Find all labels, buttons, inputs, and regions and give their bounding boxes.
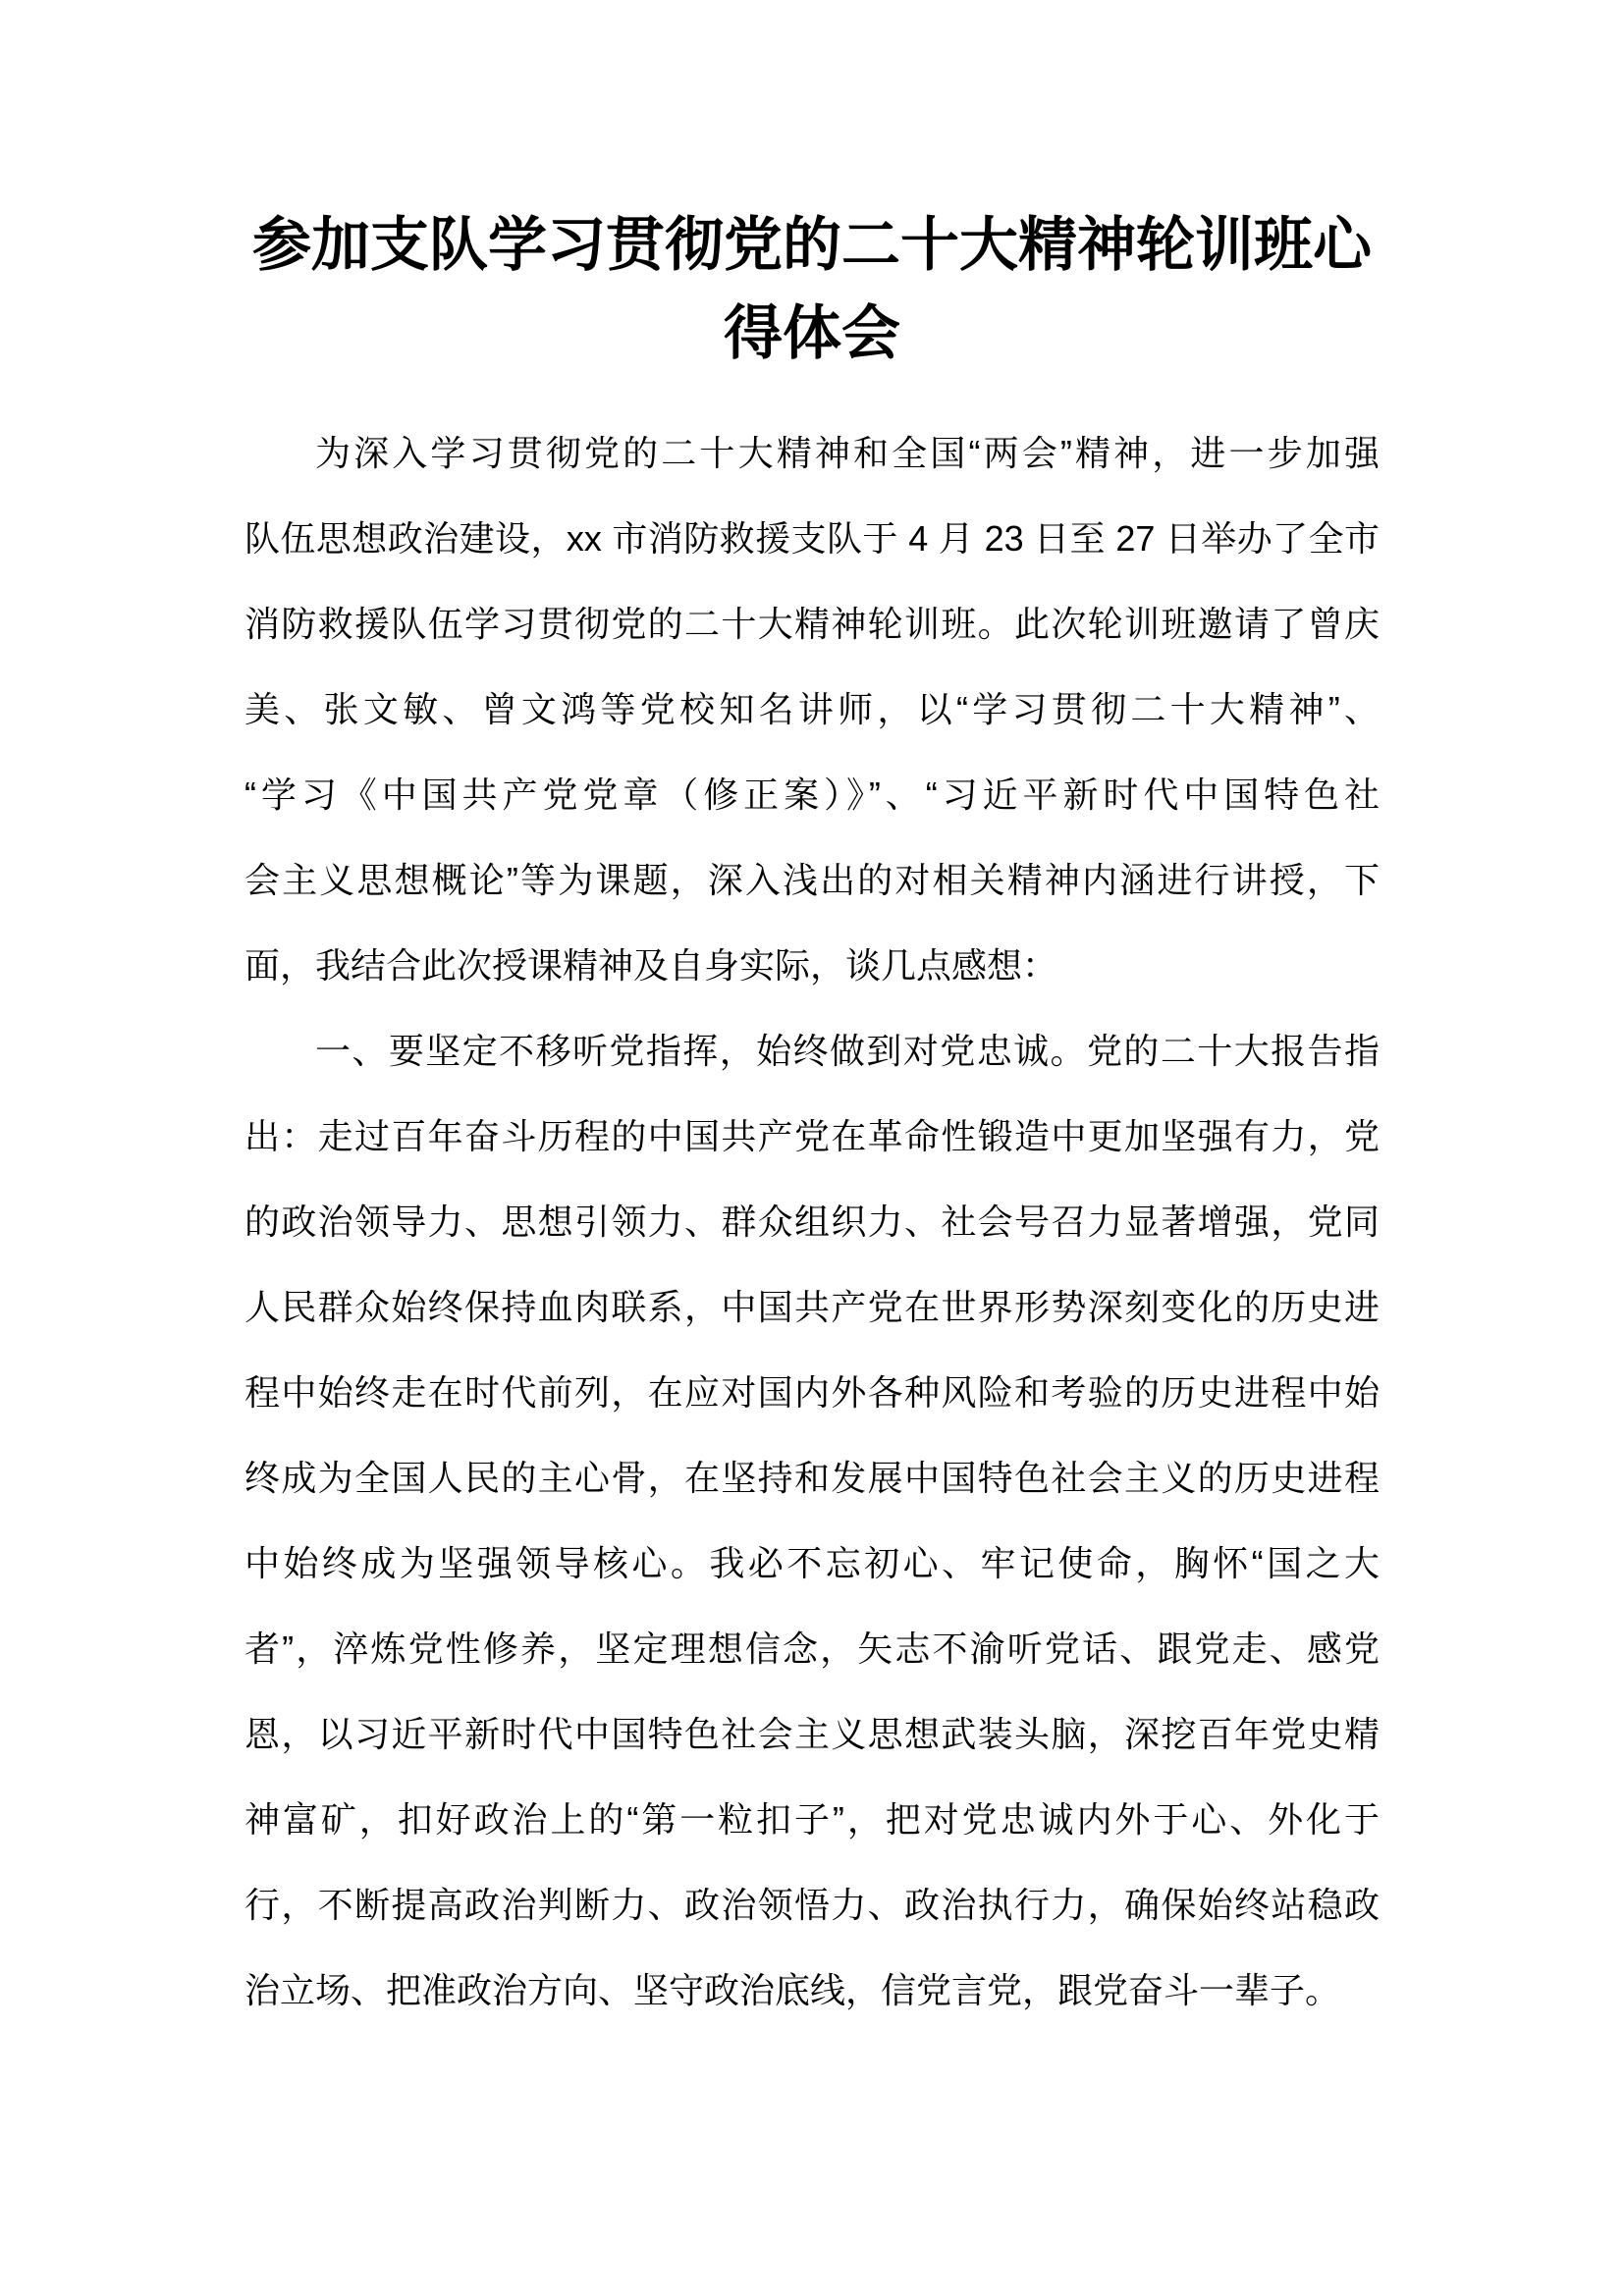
text-line: 神富矿，扣好政治上的“第一粒扣子”，把对党忠诚内外于心、外化于 — [244, 1799, 1380, 1840]
text-line: 程中始终走在时代前列，在应对国内外各种风险和考验的历史进程中始 — [244, 1372, 1380, 1413]
text-line: 治立场、把准政治方向、坚守政治底线，信党言党，跟党奋斗一辈子。 — [244, 1970, 1341, 2010]
text-line: 美、张文敏、曾文鸿等党校知名讲师，以“学习贯彻二十大精神”、 — [244, 689, 1380, 729]
text-line: 出：走过百年奋斗历程的中国共产党在革命性锻造中更加坚强有力，党 — [244, 1116, 1380, 1156]
text-line: 消防救援队伍学习贯彻党的二十大精神轮训班。此次轮训班邀请了曾庆 — [244, 604, 1380, 644]
text-line: 会主义思想概论”等为课题，深入浅出的对相关精神内涵进行讲授，下 — [244, 860, 1380, 900]
text-line: 的政治领导力、思想引领力、群众组织力、社会号召力显著增强，党同 — [244, 1201, 1380, 1242]
text-line: 者”，淬炼党性修养，坚定理想信念，矢志不渝听党话、跟党走、感党 — [244, 1629, 1380, 1669]
text-line: 面，我结合此次授课精神及自身实际，谈几点感想： — [244, 945, 1058, 986]
text-line: 队伍思想政治建设，xx 市消防救援支队于 4 月 23 日至 27 日举办了全市 — [244, 518, 1380, 559]
text-line: 一、要坚定不移听党指挥，始终做到对党忠诚。党的二十大报告指 — [315, 1031, 1380, 1071]
text-line: 行，不断提高政治判断力、政治领悟力、政治执行力，确保始终站稳政 — [244, 1885, 1380, 1925]
text-line: 终成为全国人民的主心骨，在坚持和发展中国特色社会主义的历史进程 — [244, 1458, 1380, 1498]
document-title: 参加支队学习贯彻党的二十大精神轮训班心得体会 — [252, 212, 1372, 366]
paragraph — [244, 1008, 1380, 2033]
text-line: 恩，以习近平新时代中国特色社会主义思想武装头脑，深挖百年党史精 — [244, 1714, 1380, 1754]
text-line: “学习《中国共产党党章（修正案）》”、“习近平新时代中国特色社 — [244, 774, 1380, 815]
text-line: 人民群众始终保持血肉联系，中国共产党在世界形势深刻变化的历史进 — [244, 1287, 1380, 1327]
document-body — [244, 410, 1380, 2033]
paragraph — [244, 410, 1380, 1008]
text-line: 为深入学习贯彻党的二十大精神和全国“两会”精神，进一步加强 — [315, 433, 1380, 473]
text-line: 中始终成为坚强领导核心。我必不忘初心、牢记使命，胸怀“国之大 — [244, 1543, 1380, 1583]
